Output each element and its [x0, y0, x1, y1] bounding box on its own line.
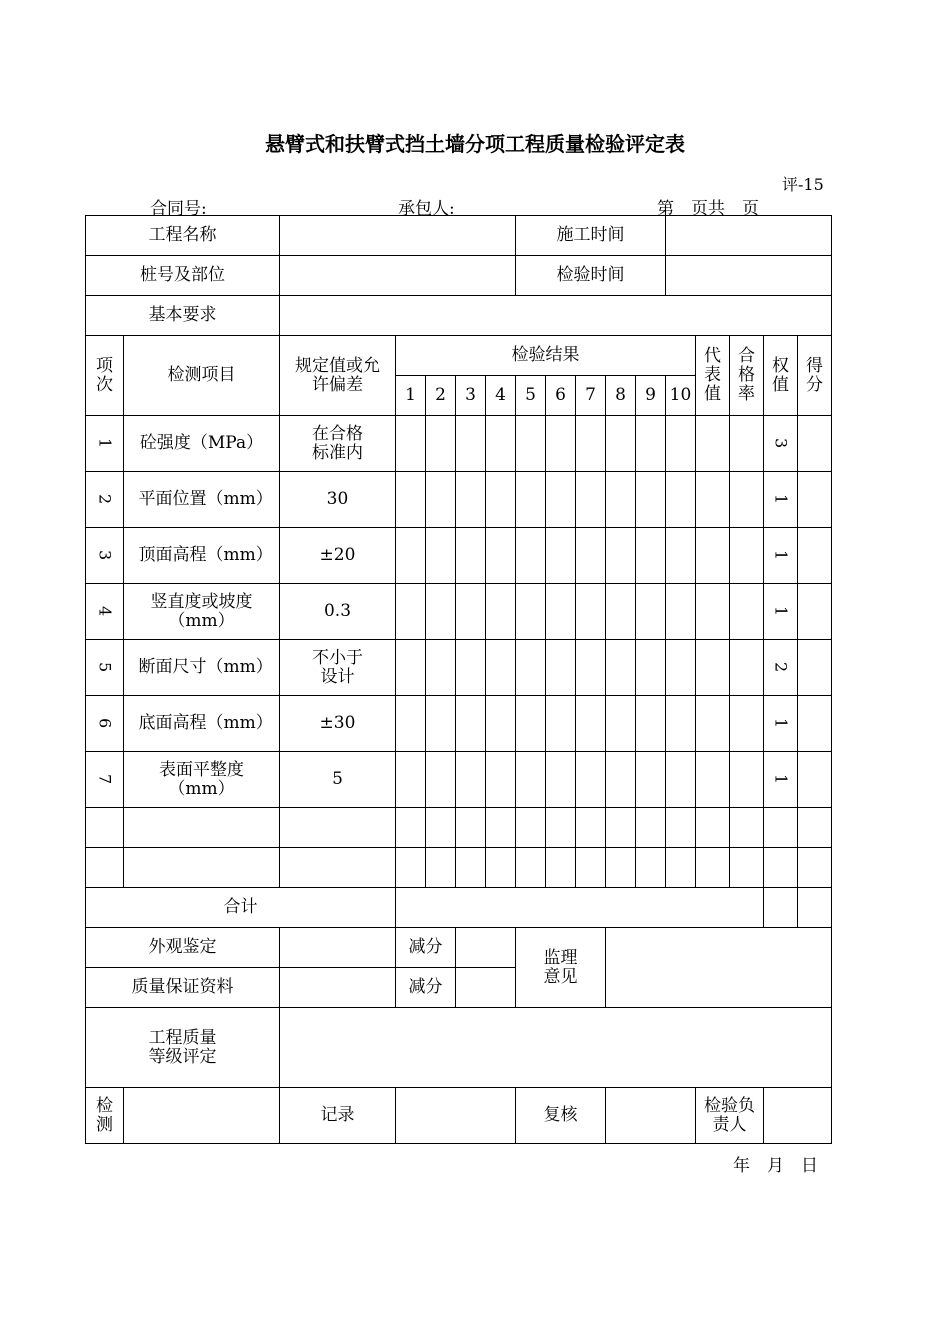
- table-row: [86, 696, 832, 752]
- row-weight-cell: [764, 752, 798, 808]
- result-cell[interactable]: [426, 416, 456, 472]
- blank-cell[interactable]: [546, 808, 576, 848]
- blank-cell[interactable]: [636, 848, 666, 888]
- result-col-header: 6: [546, 376, 576, 416]
- score-cell[interactable]: [798, 528, 832, 584]
- row-weight-cell: [764, 416, 798, 472]
- row-number-cell: [86, 416, 124, 472]
- result-cell[interactable]: [486, 528, 516, 584]
- result-cell[interactable]: [456, 528, 486, 584]
- result-col-header: 4: [486, 376, 516, 416]
- table-row: [86, 584, 832, 640]
- tester-label: 检测: [86, 1088, 124, 1144]
- rep-value-header: 代表值: [696, 336, 730, 416]
- result-cell[interactable]: [486, 416, 516, 472]
- result-cell[interactable]: [456, 472, 486, 528]
- result-cell[interactable]: [546, 416, 576, 472]
- form-code: 评-15: [782, 175, 824, 194]
- blank-cell[interactable]: [456, 848, 486, 888]
- appearance-deduct-label: 减分: [396, 928, 456, 968]
- result-cell[interactable]: [606, 528, 636, 584]
- row-number-cell: [86, 528, 124, 584]
- blank-cell[interactable]: [666, 848, 696, 888]
- result-cell[interactable]: [546, 584, 576, 640]
- blank-cell[interactable]: [86, 808, 124, 848]
- row-item-text: 砼强度（MPa）: [139, 433, 264, 453]
- blank-cell[interactable]: [764, 848, 798, 888]
- row-weight-cell: [764, 640, 798, 696]
- blank-cell[interactable]: [730, 808, 764, 848]
- result-cell[interactable]: [396, 640, 426, 696]
- result-cell[interactable]: [636, 640, 666, 696]
- row-spec: [280, 584, 396, 640]
- row-weight-cell: [764, 472, 798, 528]
- result-cell[interactable]: [426, 472, 456, 528]
- result-cell[interactable]: [456, 416, 486, 472]
- result-cell[interactable]: [516, 752, 546, 808]
- basic-req-label: 基本要求: [86, 296, 280, 336]
- row-spec-text: 不小于设计: [312, 647, 363, 687]
- result-col-header: 10: [666, 376, 696, 416]
- result-cell[interactable]: [636, 584, 666, 640]
- row-spec: [280, 640, 396, 696]
- result-col-header: 8: [606, 376, 636, 416]
- result-cell[interactable]: [546, 528, 576, 584]
- total-field[interactable]: [396, 888, 764, 928]
- table-row: [86, 416, 832, 472]
- result-cell[interactable]: [396, 416, 426, 472]
- result-cell[interactable]: [666, 752, 696, 808]
- grade-field[interactable]: [280, 1008, 832, 1088]
- inspection-table: [85, 215, 832, 1144]
- row-spec: [280, 752, 396, 808]
- result-cell[interactable]: [576, 640, 606, 696]
- score-cell[interactable]: [798, 472, 832, 528]
- result-col-header: 9: [636, 376, 666, 416]
- result-cell[interactable]: [606, 696, 636, 752]
- blank-cell[interactable]: [426, 848, 456, 888]
- row-number-cell: [86, 752, 124, 808]
- result-cell[interactable]: [426, 640, 456, 696]
- row-item-text: 断面尺寸（mm）: [138, 657, 273, 677]
- row-spec-text: 5: [332, 769, 343, 789]
- result-cell[interactable]: [666, 472, 696, 528]
- blank-cell[interactable]: [798, 848, 832, 888]
- result-cell[interactable]: [456, 752, 486, 808]
- blank-cell[interactable]: [696, 848, 730, 888]
- row-weight: 1: [771, 605, 791, 616]
- result-cell[interactable]: [426, 752, 456, 808]
- row-weight: 3: [771, 437, 791, 448]
- result-cell[interactable]: [636, 528, 666, 584]
- row-item-text: 顶面高程（mm）: [138, 545, 273, 565]
- result-cell[interactable]: [486, 696, 516, 752]
- quality-docs-deduct-field[interactable]: [456, 968, 516, 1008]
- appearance-label: 外观鉴定: [86, 928, 280, 968]
- result-col-header: 7: [576, 376, 606, 416]
- grade-label: 工程质量等级评定: [86, 1008, 280, 1088]
- recorder-field[interactable]: [396, 1088, 516, 1144]
- row-weight: 1: [771, 549, 791, 560]
- quality-docs-deduct-label: 减分: [396, 968, 456, 1008]
- result-cell[interactable]: [696, 528, 730, 584]
- chief-label: 检验负责人: [696, 1088, 764, 1144]
- result-cell[interactable]: [730, 584, 764, 640]
- result-cell[interactable]: [576, 584, 606, 640]
- row-spec-text: ±30: [319, 713, 356, 733]
- row-weight: 1: [771, 773, 791, 784]
- result-cell[interactable]: [486, 584, 516, 640]
- result-cell[interactable]: [606, 584, 636, 640]
- page-label: 第 页共 页: [657, 199, 759, 219]
- result-cell[interactable]: [666, 416, 696, 472]
- row-item: [124, 528, 280, 584]
- result-cell[interactable]: [396, 528, 426, 584]
- row-number: 1: [95, 437, 115, 448]
- blank-cell[interactable]: [124, 808, 280, 848]
- appearance-field[interactable]: [280, 928, 396, 968]
- result-cell[interactable]: [516, 472, 546, 528]
- reviewer-label: 复核: [516, 1088, 606, 1144]
- row-number: 3: [95, 549, 115, 560]
- result-cell[interactable]: [636, 696, 666, 752]
- row-item-text: 竖直度或坡度（mm）: [150, 591, 253, 631]
- result-cell[interactable]: [576, 416, 606, 472]
- row-item: [124, 416, 280, 472]
- score-cell[interactable]: [798, 752, 832, 808]
- result-cell[interactable]: [730, 696, 764, 752]
- result-cell[interactable]: [456, 696, 486, 752]
- blank-cell[interactable]: [798, 808, 832, 848]
- blank-cell[interactable]: [606, 808, 636, 848]
- result-cell[interactable]: [516, 528, 546, 584]
- result-cell[interactable]: [696, 640, 730, 696]
- blank-cell[interactable]: [546, 848, 576, 888]
- row-spec: [280, 696, 396, 752]
- supervisor-field[interactable]: [606, 928, 832, 1008]
- score-header: 得分: [798, 336, 832, 416]
- table-row: [86, 640, 832, 696]
- form-title: 悬臂式和扶臂式挡土墙分项工程质量检验评定表: [265, 132, 685, 156]
- results-header: 检验结果: [396, 336, 696, 376]
- result-cell[interactable]: [516, 640, 546, 696]
- result-cell[interactable]: [696, 416, 730, 472]
- inspection-time-field[interactable]: [666, 256, 832, 296]
- result-cell[interactable]: [606, 752, 636, 808]
- blank-cell[interactable]: [396, 808, 426, 848]
- row-number: 2: [95, 493, 115, 504]
- row-number: 7: [95, 773, 115, 784]
- weight-header: 权值: [764, 336, 798, 416]
- result-cell[interactable]: [426, 528, 456, 584]
- score-cell[interactable]: [798, 584, 832, 640]
- result-cell[interactable]: [636, 416, 666, 472]
- result-cell[interactable]: [396, 584, 426, 640]
- row-spec-text: 在合格标准内: [312, 423, 363, 463]
- project-name-field[interactable]: [280, 216, 516, 256]
- basic-req-field[interactable]: [280, 296, 832, 336]
- result-cell[interactable]: [666, 584, 696, 640]
- total-label: 合计: [86, 888, 396, 928]
- result-cell[interactable]: [456, 584, 486, 640]
- row-weight-cell: [764, 528, 798, 584]
- reviewer-field[interactable]: [606, 1088, 696, 1144]
- result-cell[interactable]: [696, 752, 730, 808]
- result-cell[interactable]: [576, 696, 606, 752]
- result-cell[interactable]: [486, 472, 516, 528]
- blank-cell[interactable]: [486, 848, 516, 888]
- row-weight-cell: [764, 584, 798, 640]
- result-cell[interactable]: [606, 472, 636, 528]
- table-row: [86, 528, 832, 584]
- result-cell[interactable]: [546, 472, 576, 528]
- station-field[interactable]: [280, 256, 516, 296]
- result-cell[interactable]: [576, 472, 606, 528]
- row-item: [124, 640, 280, 696]
- result-cell[interactable]: [730, 472, 764, 528]
- row-number-cell: [86, 696, 124, 752]
- row-item: [124, 696, 280, 752]
- result-cell[interactable]: [636, 752, 666, 808]
- row-number-cell: [86, 640, 124, 696]
- appearance-deduct-field[interactable]: [456, 928, 516, 968]
- blank-cell[interactable]: [516, 808, 546, 848]
- result-cell[interactable]: [696, 696, 730, 752]
- row-spec: [280, 528, 396, 584]
- row-number: 4: [95, 605, 115, 616]
- result-cell[interactable]: [730, 416, 764, 472]
- construction-time-field[interactable]: [666, 216, 832, 256]
- inspection-time-label: 检验时间: [516, 256, 666, 296]
- blank-cell[interactable]: [576, 848, 606, 888]
- quality-docs-label: 质量保证资料: [86, 968, 280, 1008]
- supervisor-label: 监理意见: [516, 928, 606, 1008]
- result-cell[interactable]: [426, 584, 456, 640]
- blank-cell[interactable]: [606, 848, 636, 888]
- project-name-label: 工程名称: [86, 216, 280, 256]
- blank-cell[interactable]: [486, 808, 516, 848]
- result-cell[interactable]: [516, 584, 546, 640]
- result-cell[interactable]: [516, 696, 546, 752]
- row-number-cell: [86, 584, 124, 640]
- blank-cell[interactable]: [636, 808, 666, 848]
- row-spec-text: 0.3: [323, 601, 352, 621]
- result-col-header: 3: [456, 376, 486, 416]
- total-score-field[interactable]: [798, 888, 832, 928]
- blank-cell[interactable]: [86, 848, 124, 888]
- result-cell[interactable]: [426, 696, 456, 752]
- score-cell[interactable]: [798, 640, 832, 696]
- blank-cell[interactable]: [764, 808, 798, 848]
- row-item: [124, 472, 280, 528]
- result-cell[interactable]: [396, 752, 426, 808]
- result-cell[interactable]: [576, 528, 606, 584]
- score-cell[interactable]: [798, 416, 832, 472]
- result-cell[interactable]: [516, 416, 546, 472]
- row-spec: [280, 472, 396, 528]
- contractor-label: 承包人:: [398, 199, 455, 219]
- blank-cell[interactable]: [516, 848, 546, 888]
- contract-label: 合同号:: [150, 199, 207, 219]
- result-cell[interactable]: [666, 640, 696, 696]
- row-weight-cell: [764, 696, 798, 752]
- result-cell[interactable]: [606, 640, 636, 696]
- result-cell[interactable]: [546, 752, 576, 808]
- result-cell[interactable]: [606, 416, 636, 472]
- table-row: [86, 472, 832, 528]
- row-item-text: 底面高程（mm）: [138, 713, 273, 733]
- construction-time-label: 施工时间: [516, 216, 666, 256]
- row-item-text: 平面位置（mm）: [138, 489, 273, 509]
- row-spec-text: ±20: [319, 545, 356, 565]
- blank-cell[interactable]: [280, 808, 396, 848]
- result-cell[interactable]: [696, 584, 730, 640]
- result-cell[interactable]: [576, 752, 606, 808]
- total-weight-field[interactable]: [764, 888, 798, 928]
- item-no-header: 项次: [86, 336, 124, 416]
- result-col-header: 2: [426, 376, 456, 416]
- pass-rate-header: 合格率: [730, 336, 764, 416]
- row-weight: 1: [771, 493, 791, 504]
- row-spec: [280, 416, 396, 472]
- result-cell[interactable]: [666, 696, 696, 752]
- blank-cell[interactable]: [426, 808, 456, 848]
- blank-cell[interactable]: [124, 848, 280, 888]
- result-cell[interactable]: [636, 472, 666, 528]
- result-cell[interactable]: [396, 696, 426, 752]
- result-cell[interactable]: [486, 752, 516, 808]
- result-col-header: 1: [396, 376, 426, 416]
- result-cell[interactable]: [730, 528, 764, 584]
- chief-field[interactable]: [764, 1088, 832, 1144]
- blank-cell[interactable]: [396, 848, 426, 888]
- result-cell[interactable]: [696, 472, 730, 528]
- blank-cell[interactable]: [576, 808, 606, 848]
- row-number: 6: [95, 717, 115, 728]
- row-item-text: 表面平整度（mm）: [159, 759, 244, 799]
- result-cell[interactable]: [666, 528, 696, 584]
- footer-date: 年 月 日: [733, 1156, 818, 1176]
- blank-cell[interactable]: [280, 848, 396, 888]
- blank-cell[interactable]: [456, 808, 486, 848]
- result-cell[interactable]: [730, 640, 764, 696]
- result-col-header: 5: [516, 376, 546, 416]
- blank-cell[interactable]: [666, 808, 696, 848]
- result-cell[interactable]: [486, 640, 516, 696]
- row-spec-text: 30: [326, 489, 349, 509]
- tester-field[interactable]: [124, 1088, 280, 1144]
- quality-docs-field[interactable]: [280, 968, 396, 1008]
- recorder-label: 记录: [280, 1088, 396, 1144]
- result-cell[interactable]: [396, 472, 426, 528]
- row-number: 5: [95, 661, 115, 672]
- result-cell[interactable]: [546, 640, 576, 696]
- table-row: [86, 752, 832, 808]
- row-weight: 1: [771, 717, 791, 728]
- result-cell[interactable]: [456, 640, 486, 696]
- test-item-header: 检测项目: [124, 336, 280, 416]
- score-cell[interactable]: [798, 696, 832, 752]
- row-number-cell: [86, 472, 124, 528]
- blank-cell[interactable]: [730, 848, 764, 888]
- result-cell[interactable]: [546, 696, 576, 752]
- result-cell[interactable]: [730, 752, 764, 808]
- blank-cell[interactable]: [696, 808, 730, 848]
- row-item: [124, 584, 280, 640]
- row-weight: 2: [771, 661, 791, 672]
- station-label: 桩号及部位: [86, 256, 280, 296]
- row-item: [124, 752, 280, 808]
- spec-header: 规定值或允许偏差: [280, 336, 396, 416]
